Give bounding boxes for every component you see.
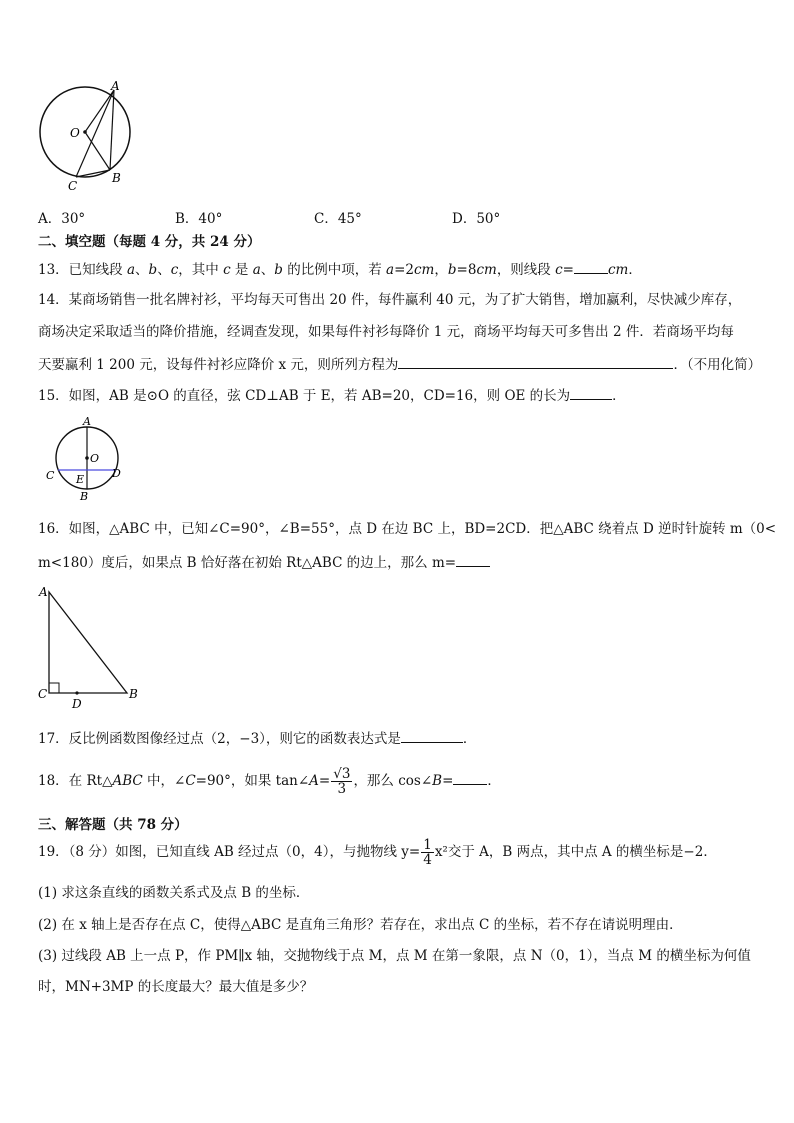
q15-label-e: E [76,473,85,486]
q16-triangle [49,592,127,693]
q19-part-3-line-2: 时，MN+3MP 的长度最大？最大值是多少？ [38,979,314,995]
q12-center-dot [83,130,87,134]
q17-answer-blank[interactable] [401,728,463,743]
section-3-heading: 三、解答题（共 78 分） [38,817,188,833]
q18-fraction: $\frac{√3}{3}$ [333,766,351,797]
q12-option-d: D．50° [452,211,501,227]
q13-answer-blank[interactable] [574,259,608,274]
q16-answer-blank[interactable] [456,552,490,567]
q12-option-c: C．45° [314,211,362,227]
q12-label-b: B [112,171,121,185]
q16-label-a: A [39,585,48,599]
section-2-heading: 二、填空题（每题 4 分，共 24 分） [38,234,261,250]
q12-chord-ac [76,90,114,177]
q19-stem: 19．（8 分）如图，已知直线 AB 经过点（0，4），与抛物线 y= $\frac{1}{4}$ x²交于 A，B 两点，其中点 A 的横坐标是−2． [38,837,717,868]
q12-label-c: C [68,179,78,193]
q15-circle-figure [40,412,135,504]
q12-option-b: B．40° [175,211,223,227]
q16-point-d [75,691,78,694]
q12-radius-oa [85,90,114,132]
q19-part-2: (2) 在 x 轴上是否存在点 C，使得△ABC 是直角三角形？若存在，求出点 C 的坐标，若不存在请说明理由． [38,917,683,933]
q15-label-d: D [112,467,121,480]
q17: 17．反比例函数图像经过点（2，−3），则它的函数表达式是 ． [38,728,476,748]
q15-label-c: C [46,469,55,482]
q14-line-3: 天要赢利 1 200 元，设每件衬衫应降价 x 元，则所列方程为 ．（不用化简） [38,354,761,374]
q18-answer-blank[interactable] [453,770,487,785]
q12-label-a: A [111,80,120,93]
q18: 18．在 Rt△ABC 中，∠C=90°，如果 tan∠A= $\frac{√3}{3}$ ，那么 cos∠B= ． [38,766,501,797]
q12-option-a: A．30° [38,211,86,227]
q13: 13．已知线段 a、b、c，其中 c 是 a、b 的比例中项，若 a=2cm，b=8cm，则线段 c= cm． [38,259,642,279]
q12-chord-ab [110,90,114,170]
q14-answer-blank[interactable] [398,354,673,369]
q15: 15．如图，AB 是⊙O 的直径，弦 CD⊥AB 于 E，若 AB=20，CD=16，则 OE 的长为 ． [38,385,626,405]
q16-triangle-figure [34,582,149,710]
q19-fraction: $\frac{1}{4}$ [423,837,432,868]
q12-label-o: O [70,126,80,140]
q14-line-2: 商场决定采取适当的降价措施，经调查发现，如果每件衬衫每降价 1 元，商场平均每天可多售出 2 件．若商场平均每 [38,324,734,340]
q12-circle-figure [30,80,140,195]
q19-part-3-line-1: (3) 过线段 AB 上一点 P，作 PM∥x 轴，交抛物线于点 M，点 M 在第一象限，点 N（0，1），当点 M 的横坐标为何值 [38,948,751,964]
q16-line-1: 16．如图，△ABC 中，已知∠C=90°，∠B=55°，点 D 在边 BC 上，BD=2CD．把△ABC 绕着点 D 逆时针旋转 m（0< [38,521,777,537]
q15-center-dot [85,456,89,460]
q15-label-a: A [83,415,91,428]
q16-label-c: C [38,687,48,701]
q16-label-b: B [129,687,138,701]
q12-radius-ob [85,132,110,170]
q15-answer-blank[interactable] [570,385,612,400]
q15-label-o: O [90,452,100,465]
q16-label-d: D [72,697,82,710]
q14-line-1: 14．某商场销售一批名牌衬衫，平均每天可售出 20 件，每件赢利 40 元，为了扩大销售，增加赢利，尽快减少库存， [38,292,742,308]
q16-right-angle-mark [49,683,59,693]
q15-label-b: B [80,490,89,503]
q19-part-1: (1) 求这条直线的函数关系式及点 B 的坐标． [38,885,310,901]
q16-line-2: m<180）度后，如果点 B 恰好落在初始 Rt△ABC 的边上，那么 m= [38,552,490,572]
